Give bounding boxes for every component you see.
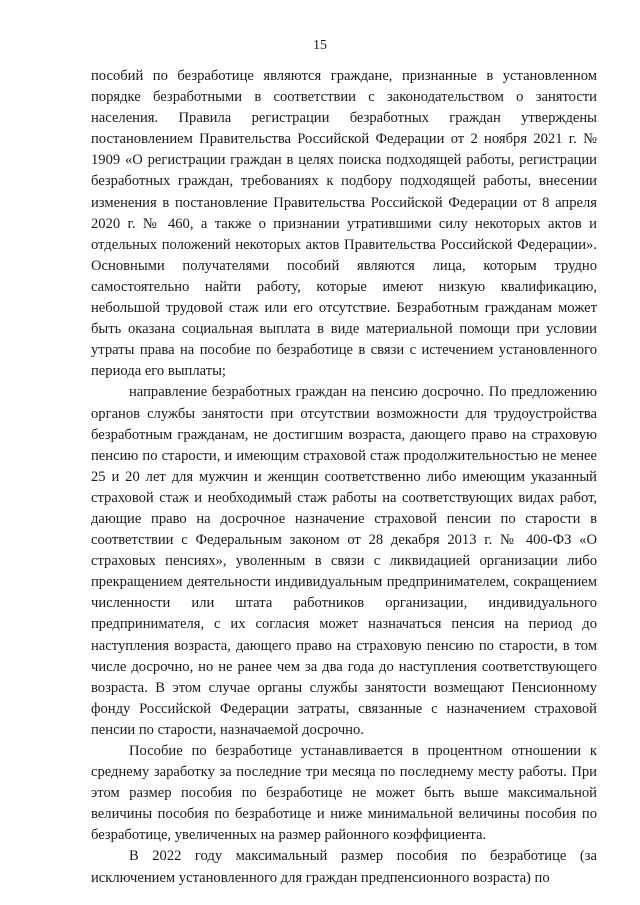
paragraph-benefit-calculation: Пособие по безработице устанавливается в процентном отношении к среднему заработку за последние три месяца по последнему месту работы. При этом размер пособия по безработице не может быть выше максимальной величины пособия по безработице и ниже минимальной величины пособия по безработице, увеличенных на размер районного коэффициента. [91,743,597,844]
paragraph-early-retirement: направление безработных граждан на пенсию досрочно. По предложению органов службы занятости при отсутствии возможности для трудоустройства безработным гражданам, не достигшим возраста, дающего право на страховую пенсию по старости, и имеющим страховой стаж продолжительностью не менее 25 и 20 лет для мужчин и женщин соответственно либо имеющим указанный страховой стаж и необходимый стаж работы на соответствующих видах работ, дающие право на досрочное назначение страховой пенсии по старости в соответствии с Федеральным законом от 28 декабря 2013 г. № 400-ФЗ «О страховых пенсиях», уволенным в связи с ликвидацией организации либо прекращением деятельности индивидуальным предпринимателем, сокращением численности или штата работников организации, индивидуального предпринимателя, с их согласия может назначаться пенсия на период до наступления возраста, дающего право на страховую пенсию по старости, в том числе досрочно, но не ранее чем за два года до наступления соответствующего возраста. В этом случае органы службы занятости возмещают Пенсионному фонду Российской Федерации затраты, связанные с назначением страховой пенсии по старости, назначаемой досрочно. [91,384,597,738]
document-body [91,66,597,889]
paragraph-2022-maximum-benefit: В 2022 году максимальный размер пособия по безработице (за исключением установленного для граждан предпенсионного возраста) по [91,848,597,886]
page-number: 15 [313,38,327,53]
paragraph-unemployment-benefit-recipients: пособий по безработице являются граждане, признанные в установленном порядке безработными в соответствии с законодательством о занятости населения. Правила регистрации безработных граждан утверждены постановлением Правительства Российской Федерации от 2 ноября 2021 г. № 1909 «О регистрации граждан в целях поиска подходящей работы, регистрации безработных граждан, требованиях к подбору подходящей работы, внесении изменения в постановление Правительства Российской Федерации от 8 апреля 2020 г. № 460, а также о признании утратившими силу некоторых актов и отдельных положений некоторых актов Правительства Российской Федерации». Основными получателями пособий являются лица, которым трудно самостоятельно найти работу, которые имеют низкую квалификацию, небольшой трудовой стаж или его отсутствие. Безработным гражданам может быть оказана социальная выплата в виде материальной помощи при условии утраты права на пособие по безработице в связи с истечением установленного периода его выплаты; [91,68,597,380]
